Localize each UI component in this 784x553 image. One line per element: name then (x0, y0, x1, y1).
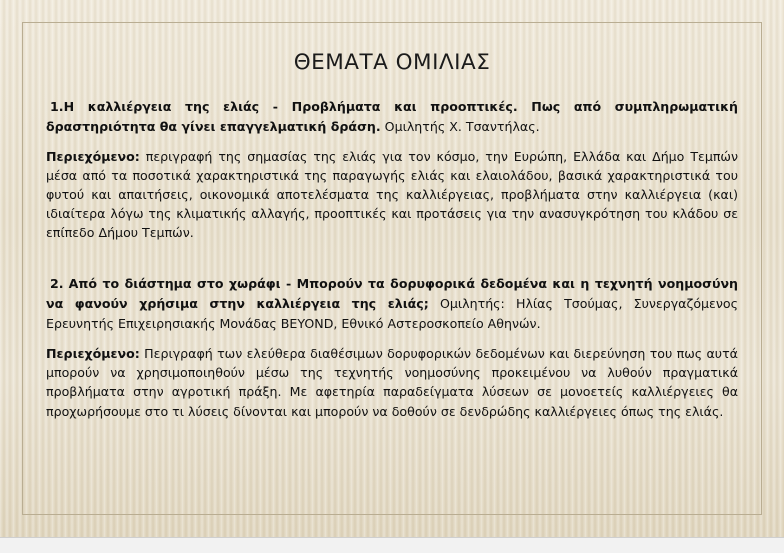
bottom-strip (0, 537, 784, 553)
agenda-item-1-number: 1. (50, 99, 64, 114)
agenda-item-2-description (46, 344, 738, 421)
agenda-item-2-content-text: Περιγραφή των ελεύθερα διαθέσιμων δορυφορικών δεδομένων και διερεύνηση του πως αυτά μπορούν να χρησιμοποιηθούν μέσω της τεχνητής νοημοσύνης προκειμένου να λυθούν πραγματικά προβλήματα στην αγροτική πράξη. Με αφετηρία παραδείγματα λύσεων σε μονοετείς καλλιέργειες θα προχωρήσουμε στο τι λύσεις δίνονται και μπορούν να δοθούν σε δενδρώδης καλλιέργειες όπως της ελιάς. (46, 346, 738, 419)
agenda-item-2-heading (46, 274, 738, 334)
spacer (46, 256, 738, 274)
agenda-item-1-heading (46, 97, 738, 137)
spacer (46, 334, 738, 344)
agenda-item-2 (46, 274, 738, 420)
agenda-item-1-title: Η καλλιέργεια της ελιάς - Προβλήματα και προοπτικές. Πως από συμπληρωματική δραστηριότητα θα γίνει επαγγελματική δράση. (46, 99, 738, 134)
agenda-item-1 (46, 97, 738, 242)
agenda-item-1-description (46, 147, 738, 243)
agenda-item-1-content-label: Περιεχόμενο: (46, 148, 140, 164)
spacer (46, 137, 738, 147)
page-title: ΘΕΜΑΤΑ ΟΜΙΛΙΑΣ (293, 50, 491, 75)
agenda-item-2-content-label: Περιεχόμενο: (46, 346, 140, 362)
agenda-item-1-speaker: Ομιλητής Χ. Τσαντήλας. (384, 118, 540, 134)
agenda-item-1-content-text: περιγραφή της σημασίας της ελιάς για τον κόσμο, την Ευρώπη, Ελλάδα και Δήμο Τεμπών μέσα από τα ποσοτικά χαρακτηριστικά της παραγωγής ελιάς και ελαιολάδου, βασικά χαρακτηριστικά του φυτού και απαιτήσεις, οικονομικά αποτελέσματα της καλλιέργειας, προβλήματα στην καλλιέργεια (και) ιδιαίτερα λόγω της κλιματικής αλλαγής, προοπτικές και προτάσεις για την ανασυγκρότηση του κλάδου σε επίπεδο Δήμου Τεμπών. (46, 148, 738, 241)
slide-content (46, 42, 738, 502)
agenda-item-2-speaker: Ομιλητής: Ηλίας Τσούμας, Συνεργαζόμενος Ερευνητής Επιχειρησιακής Μονάδας BEYOND, Εθνικό Αστεροσκοπείο Αθηνών. (46, 296, 738, 332)
agenda-item-2-number: 2. (50, 276, 64, 292)
agenda-item-2-title: Από το διάστημα στο χωράφι - Μπορούν τα δορυφορικά δεδομένα και η τεχνητή νοημοσύνη να φανούν χρήσιμα στην καλλιέργεια της ελιάς; (46, 276, 738, 312)
